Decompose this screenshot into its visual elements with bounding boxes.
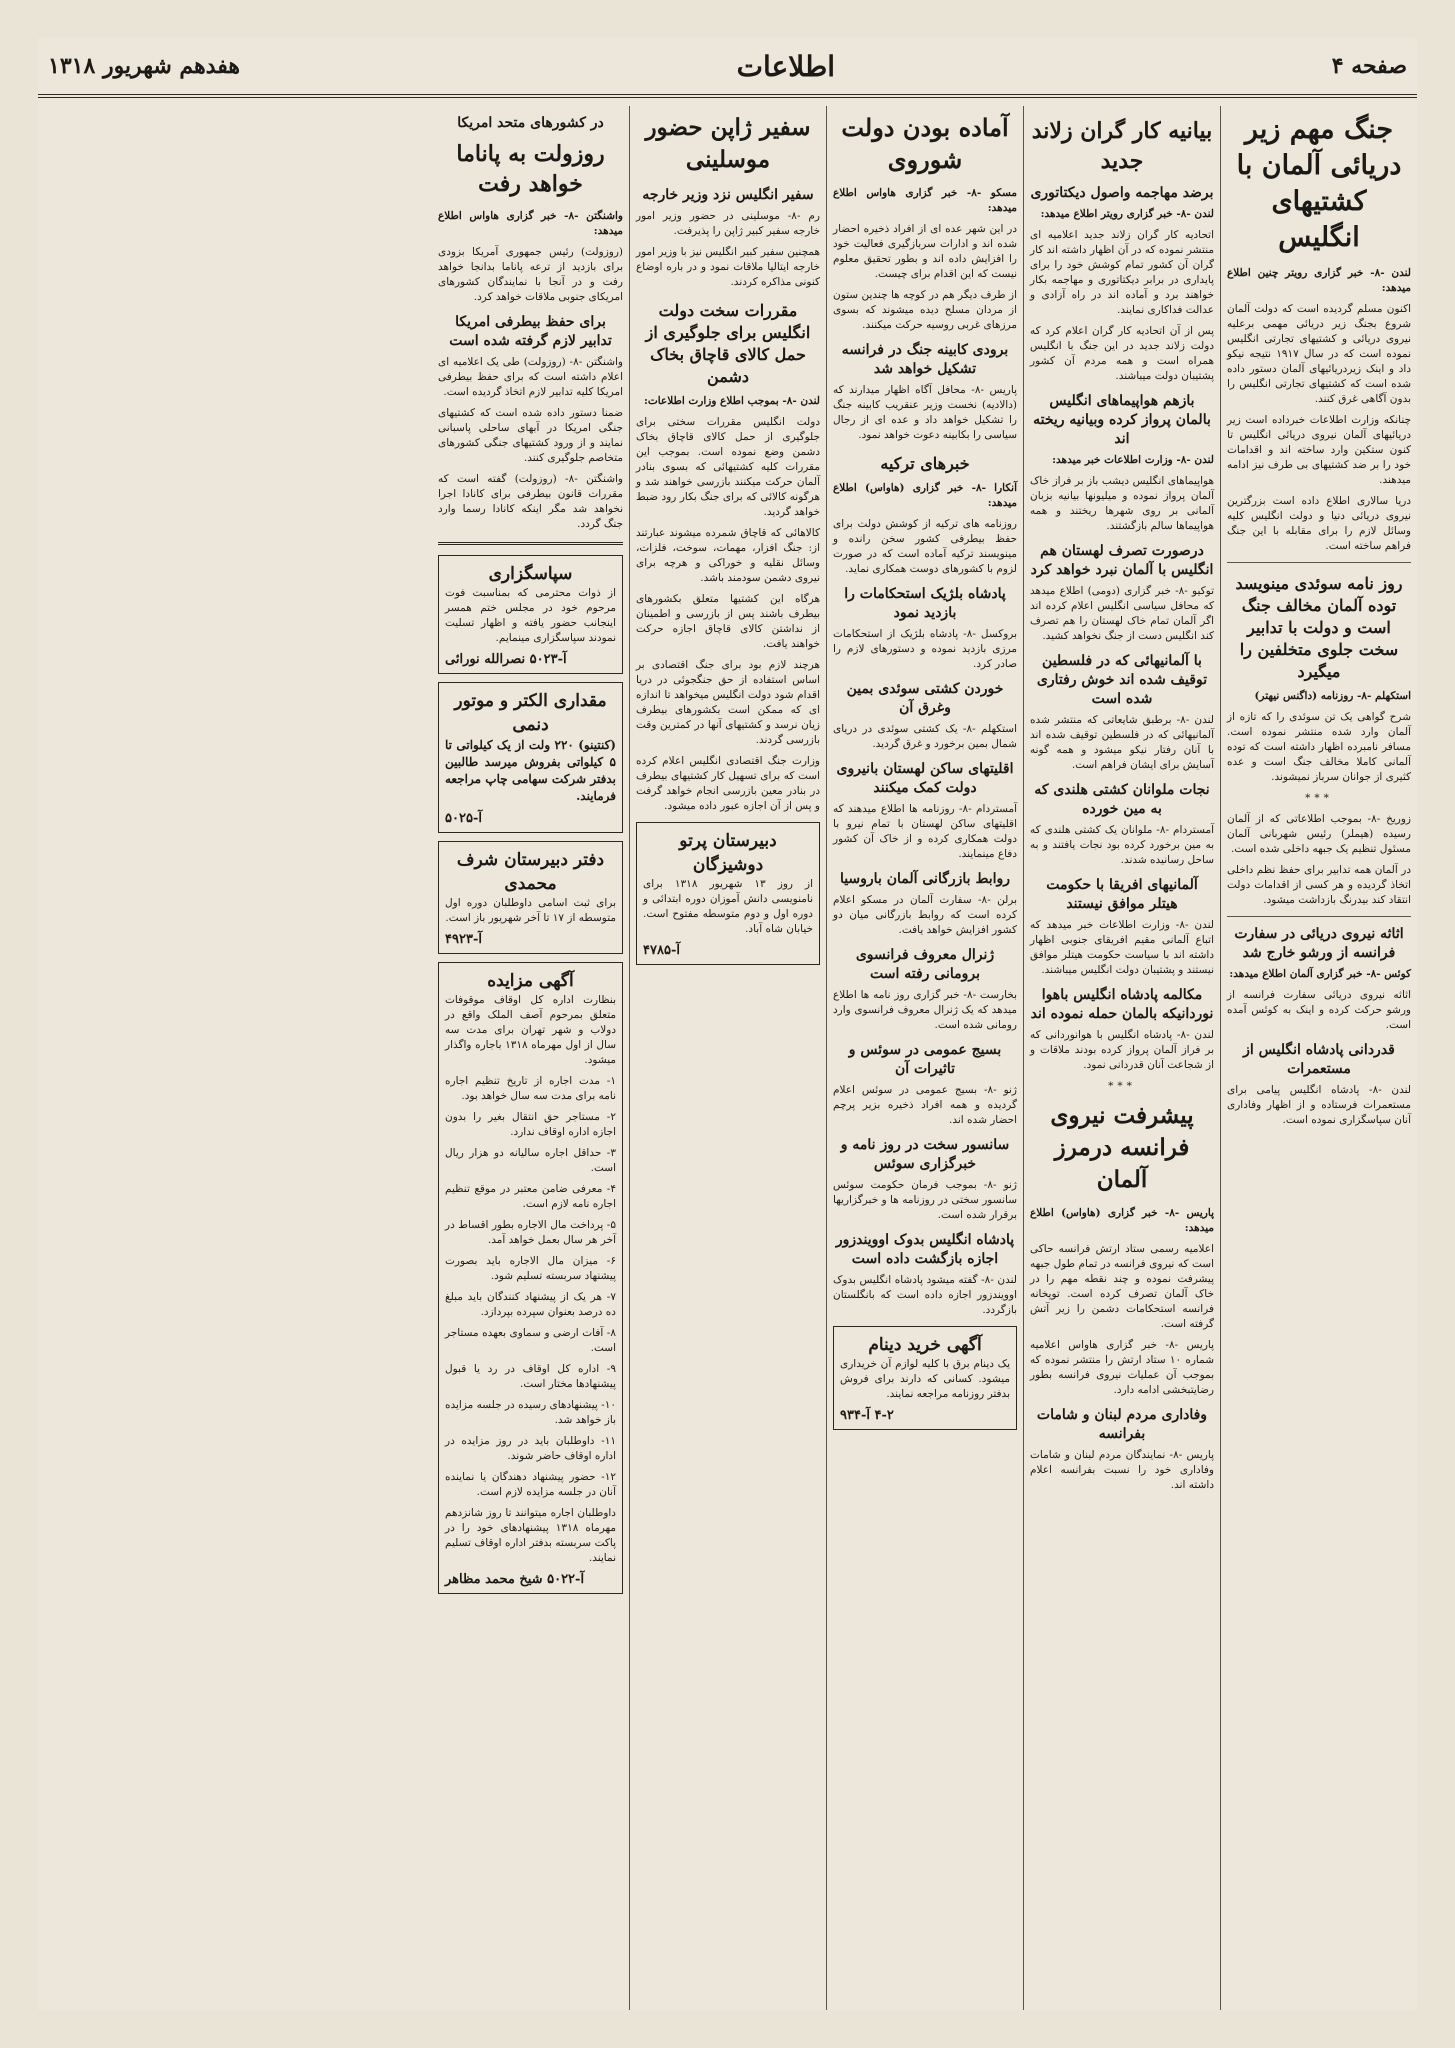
headline-lebanon: وفاداری مردم لبنان و شامات بفرانسه	[1036, 1407, 1208, 1442]
article-text: آمستردام -۸- روزنامه ها اطلاع میدهند که اقلیتهای ساکن لهستان با تمام نیرو با دولت همکاری کرده و از خاک آن کشور دفاع مینمایند.	[833, 803, 1018, 860]
dateline: پاریس -۸- خبر گزاری (هاواس) اطلاع میدهد:	[1030, 1207, 1214, 1234]
headline-poland: درصورت تصرف لهستان هم انگلیس با آلمان نبرد خواهد کرد	[1030, 543, 1214, 578]
article-text: توکیو -۸- خبر گزاری (دومی) اطلاع میدهد که محافل سیاسی انگلیس اعلام کرده اند اگر آلمان تمام خاک لهستان را هم تصرف کند انگلیس دست از جنگ نخواهد کشید.	[1030, 585, 1214, 642]
headline-swiss-mobilization: بسیج عمومی در سوئس و تاثیرات آن	[848, 1042, 1002, 1077]
article-text: وزارت جنگ اقتصادی انگلیس اعلام کرده است که برای تسهیل کار کشتیهای بیطرف در بنادر معین بازرسی انجام خواهد گرفت و پس از آن اجازه عبور داده میشود.	[636, 755, 820, 812]
column-1	[1220, 106, 1417, 2010]
dateline: واشنگتن -۸- خبر گزاری هاواس اطلاع میدهد:	[438, 210, 623, 237]
headline-contraband-rules: مقررات سخت دولت انگلیس برای جلوگیری از حمل کالای قاچاق بخاک دشمن	[645, 301, 811, 386]
ad-title: دفتر دبیرستان شرف محمدی	[456, 850, 605, 894]
subheadline: سفیر انگلیس نزد وزیر خارجه	[642, 187, 814, 203]
article-text: پس از آن اتحادیه کار گران اعلام کرد که دولت زلاند جدید در این جنگ با انگلیس همراه است و همه مردم آن کشور پشتیبان دولت میباشند.	[1030, 325, 1214, 382]
article-text: اثاثه نیروی دریائی سفارت فرانسه از ورشو حرکت کرده و اینک به کوئس آمده است.	[1227, 989, 1411, 1031]
ad-text: داوطلبان اجاره میتوانند تا روز شانزدهم مهرماه ۱۳۱۸ پیشنهادهای خود را در پاکت سربسته بدفتر اداره اوقاف تسلیم نمایند.	[445, 1507, 616, 1564]
article-text: (روزولت) رئیس جمهوری آمریکا بزودی برای بازدید از ترعه پاناما بدانجا خواهد رفت و در آنجا با نمایندگان کشورهای امریکای جنوبی ملاقات خواهد کرد.	[438, 246, 623, 303]
article-text: هرگاه این کشتیها متعلق بکشورهای بیطرف باشند پس از بازرسی و اطمینان از نداشتن کالای قاچاق اجازه حرکت خواهند یافت.	[636, 593, 820, 650]
article-text: ژنو -۸- بسیج عمومی در سوئس اعلام گردیده و همه افراد ذخیره بزیر پرچم احضار شده اند.	[833, 1084, 1017, 1126]
article-text: پاریس -۸- خبر گزاری هاواس اعلامیه شماره ۱۰ ستاد ارتش را منتشر نموده که بموجب آن عملیات نیروی فرانسه بطور رضایتبخشی ادامه دارد.	[1030, 1339, 1215, 1396]
headline-poland-minorities: اقلیتهای ساکن لهستان بانیروی دولت کمک میکنند	[836, 761, 1014, 796]
headline-new-zealand: بیانیه کار گران زلاند جدید	[1031, 118, 1213, 174]
headline-french-general: ژنرال معروف فرانسوی برومانی رفته است	[855, 947, 995, 982]
auction-term: ۷- هر یک از پیشنهاد کنندگان باید مبلغ ده درصد بعنوان سپرده بپردازد.	[445, 1291, 616, 1318]
ad-text: از روز ۱۳ شهریور ۱۳۱۸ برای نامنویسی دانش آموزان دوره ابتدائی و دوره اول و دوم متوسطه مفتوح است. خیابان شاه آباد.	[643, 878, 813, 935]
dateline: لندن -۸- خبر گزاری رویتر چنین اطلاع میدهد:	[1227, 267, 1411, 294]
ad-title: آگهی مزایده	[487, 971, 574, 991]
auction-term: ۱۰- پیشنهادهای رسیده در جلسه مزایده باز خواهد شد.	[445, 1399, 616, 1426]
section-label: در کشورهای متحد امریکا	[457, 115, 604, 131]
separator-stars: ***	[1108, 1080, 1136, 1092]
ad-code: آ-۵۰۲۵	[445, 811, 482, 826]
subheadline: برضد مهاجمه واصول دیکتاتوری	[1030, 185, 1214, 201]
headline-us-neutrality: برای حفظ بیطرفی امریکا تدابیر لازم گرفته شده است	[449, 314, 612, 349]
auction-term: ۹- اداره کل اوقاف در رد یا قبول پیشنهادها مختار است.	[445, 1363, 616, 1390]
separator-stars: ***	[1305, 792, 1333, 804]
article-text: آمستردام -۸- ملوانان یک کشتی هلندی که به مین برخورد کرده بود نجات یافتند و به ساحل رسانیده شدند.	[1030, 824, 1214, 866]
article-text: ضمنا دستور داده شده است که کشتیهای جنگی امریکا در آبهای ساحلی پاسبانی نمایند و از ورود کشتیهای جنگی کشورهای متخاصم جلوگیری کنند.	[438, 407, 623, 464]
article-text: رم -۸- موسلینی در حضور وزیر امور خارجه سفیر کبیر ژاپن را پذیرفت.	[636, 210, 820, 237]
auction-term: ۱۲- حضور پیشنهاد دهندگان یا نماینده آنان در جلسه مزایده لازم است.	[445, 1471, 616, 1498]
columns	[38, 106, 1417, 2010]
article-text: لندن -۸- پادشاه انگلیس پیامی برای مستعمرات فرستاده و از اظهار وفاداری آنان سپاسگزاری نموده است.	[1227, 1084, 1411, 1126]
ad-title: سپاسگزاری	[488, 564, 573, 584]
headline-roosevelt-panama: روزولت به پاناما خواهد رفت	[456, 141, 605, 197]
headline-swedish-ship: خوردن کشتی سوئدی بمین وغرق آن	[846, 681, 1004, 716]
article-text: در این شهر عده ای از افراد ذخیره احضار شده اند و ادارات سربازگیری فعالیت خود را افزایش داده اند و بطور تحقیق معلوم نیست که این اقدام برای چیست.	[833, 223, 1017, 280]
article-text: بروکسل -۸- پادشاه بلژیک از استحکامات مرزی بازدید نموده و دستورهای لازم را صادر کرد.	[833, 628, 1017, 670]
auction-term: ۴- معرفی ضامن معتبر در موقع تنظیم اجاره نامه لازم است.	[445, 1183, 616, 1210]
divider	[438, 542, 623, 545]
headline-belgium-king: پادشاه بلژیک استحکامات را بازدید نمود	[844, 586, 1006, 621]
headline-soviet-ready: آماده بودن دولت شوروی	[841, 113, 1009, 174]
column-4	[629, 106, 826, 2010]
headline-duke-windsor: پادشاه انگلیس بدوک اوویندزور اجازه بازگشت داده است	[835, 1232, 1015, 1267]
paper-name: اطلاعات	[736, 49, 836, 83]
article-text: زوریخ -۸- بموجب اطلاعاتی که از آلمان رسیده (هیملر) رئیس شهربانی آلمان مسئول تنظیم یک جبهه داخلی شده است.	[1227, 813, 1411, 855]
ad-code: ۴-۲ آ-۹۳۴	[840, 1408, 894, 1423]
headline-french-advance: پیشرفت نیروی فرانسه درمرز آلمان	[1050, 1102, 1194, 1193]
article-text: اتحادیه کار گران زلاند جدید اعلامیه ای منتشر نموده که در آن اظهار داشته اند کار گران آن کشور تمام کوشش خود را برای پایداری در برابر دیکتاتوری و مهاجمه بکار خواهند برد و آماده اند در راه آزادی و عدالت فداکاری نمایند.	[1030, 229, 1214, 316]
article-text: اعلامیه رسمی ستاد ارتش فرانسه حاکی است که نیروی فرانسه در تمام طول جبهه پیشرفت نموده و چند نقطه مهم را در خاک آلمان تصرف کرده است. توپخانه فرانسه استحکامات دشمن را زیر آتش گرفته است.	[1030, 1243, 1214, 1330]
auction-terms-list	[445, 1074, 616, 1500]
headline-turkey-news: خبرهای ترکیه	[880, 454, 970, 473]
article-text: شرح گواهی یک تن سوئدی را که تازه از آلمان وارد شده منتشر نموده است. مسافر نامبرده اظهار داشته است که توده آلمانی کاملا مخالف جنگ است و عده کثیری از جوانان سرباز نمیشوند.	[1227, 711, 1411, 783]
auction-term: ۸- آفات ارضی و سماوی بعهده مستاجر است.	[445, 1327, 616, 1354]
headline-war-cabinet: برودی کابینه جنگ در فرانسه تشکیل خواهد شد	[841, 342, 1009, 377]
ad-title: دبیرستان پرتو دوشیزگان	[679, 831, 777, 875]
auction-term: ۱- مدت اجاره از تاریخ تنظیم اجاره نامه برای مدت سه سال خواهد بود.	[445, 1075, 616, 1102]
headline-french-embassy: اثاثه نیروی دریائی در سفارت فرانسه از ورشو خارج شد	[1234, 926, 1404, 961]
article-text: کالاهائی که قاچاق شمرده میشوند عبارتند از: جنگ افزار، مهمات، سوخت، فلزات، وسائل نقلیه و خوراکی و هرچه برای نیروی دشمن سودمند باشد.	[636, 527, 820, 584]
dateline: مسکو -۸- خبر گزاری هاواس اطلاع میدهد:	[833, 187, 1018, 214]
article-text: لندن -۸- گفته میشود پادشاه انگلیس بدوک اوویندزور اجازه داده است که بانگلستان بازگردد.	[833, 1274, 1017, 1316]
headline-king-airmen: مکالمه پادشاه انگلیس باهوا نوردانیکه بالمان حمله نموده اند	[1030, 987, 1214, 1022]
dateline: لندن -۸- خبر گزاری رویتر اطلاع میدهد:	[1040, 208, 1214, 220]
newspaper-page	[38, 38, 1417, 2010]
ad-signature: آ-۵۰۲۳ نصرالله نورائی	[445, 652, 567, 667]
headline-dutch-ship: نجات ملوانان کشتی هلندی که به مین خورده	[1034, 782, 1210, 817]
article-text: استکهلم -۸- یک کشتی سوئدی در دریای شمال بمین برخورد و غرق گردید.	[833, 723, 1017, 750]
masthead	[38, 38, 1417, 98]
headline-submarine-war: جنگ مهم زیر دریائی آلمان با کشتیهای انگلیس	[1236, 114, 1402, 253]
article-text: در آلمان همه تدابیر برای حفظ نظم داخلی اتخاذ گردیده و هر کسی از اقدامات دولت انتقاد کند بیدرنگ بازداشت میشود.	[1227, 864, 1411, 906]
dateline: آنکارا -۸- خبر گزاری (هاواس) اطلاع میدهد:	[833, 482, 1017, 509]
ad-text: از ذوات محترمی که بمناسبت فوت مرحوم خود در مجلس ختم همسر اینجانب حضور یافته و اظهار تسلیت نمودند سپاسگزاری مینمایم.	[445, 587, 616, 644]
ad-text: یک دینام برق با کلیه لوازم آن خریداری میشود. کسانی که دارند برای فروش بدفتر روزنامه مراجعه نمایند.	[840, 1358, 1010, 1400]
article-text: پاریس -۸- نمایندگان مردم لبنان و شامات وفاداری خود را نسبت بفرانسه اعلام داشته اند.	[1030, 1449, 1214, 1491]
ad-thanks	[438, 555, 623, 674]
article-text: لندن -۸- وزارت اطلاعات خبر میدهد که اتباع آلمانی مقیم افریقای جنوبی اظهار داشته اند با سیاست حکومت هیتلر موافق نیستند و پشتیبان دولت انگلیس میباشند.	[1030, 919, 1214, 976]
ad-title: مقداری الکتر و موتور دنمی	[454, 691, 607, 735]
article-text: پاریس -۸- محافل آگاه اظهار میدارند که (دالادیه) نخست وزیر عنقریب کابینه جنگ را تشکیل خواهد داد و عده ای از رجال سیاسی را بکابینه دعوت خواهد نمود.	[833, 384, 1017, 441]
article-text: دولت انگلیس مقررات سختی برای جلوگیری از حمل کالای قاچاق بخاک دشمن وضع نموده است. بموجب این مقررات کلیه کشتیهائی که بسوی بنادر آلمان حرکت میکنند بازرسی خواهند شد و هرگونه کالائی که برای جنگ بکار رود ضبط خواهد گردید.	[636, 416, 820, 518]
dateline: استکهلم -۸- روزنامه (داگنس نیهتر)	[1254, 690, 1411, 702]
headline-king-gratitude: قدردانی پادشاه انگلیس از مستعمرات	[1243, 1042, 1395, 1077]
article-text: بخارست -۸- خبر گزاری روز نامه ها اطلاع میدهد که یک ژنرال معروف فرانسوی وارد رومانی شده است.	[833, 989, 1018, 1031]
divider	[1227, 916, 1411, 917]
headline-japan-ambassador: سفیر ژاپن حضور موسلینی	[645, 114, 811, 173]
ad-code: آ-۴۷۸۵	[643, 943, 680, 958]
dateline: کوئس -۸- خبر گزاری آلمان اطلاع میدهد:	[1229, 968, 1411, 980]
ad-auction	[438, 962, 623, 1594]
issue-date: هفدهم شهریور ۱۳۱۸	[48, 53, 240, 79]
article-text: ژنو -۸- بموجب فرمان حکومت سوئس سانسور سختی در روزنامه ها و خبرگزاریها برقرار شده است.	[833, 1179, 1017, 1221]
ad-school-office	[438, 841, 623, 954]
ad-text: (کنتینو) ۲۲۰ ولت از یک کیلواتی تا ۵ کیلواتی بفروش میرسد طالبین بدفتر شرکت سهامی چاپ مراجعه فرمایند.	[445, 738, 616, 803]
ad-title: آگهی خرید دینام	[868, 1335, 982, 1355]
column-3	[826, 106, 1023, 2010]
article-text: هرچند لازم بود برای جنگ اقتصادی بر اساس استفاده از حق جنگجوئی در دریا اقدام شود دولت انگلیس میخواهد تا اندازه ای که ممکن است بکشورهای بیطرف زیان نرسد و کشتیهای آنها در کمترین وقت بازرسی گردند.	[636, 659, 820, 746]
headline-palestine: با آلمانیهائی که در فلسطین توقیف شده اند خوش رفتاری شده است	[1036, 653, 1208, 707]
headline-raf-leaflets: بازهم هواپیماهای انگلیس بالمان پرواز کرده وبیانیه ریخته اند	[1033, 393, 1211, 447]
article-text: برلن -۸- سفارت آلمان در مسکو اعلام کرده است که روابط بازرگانی میان دو کشور افزایش خواهد یافت.	[833, 894, 1017, 936]
auction-term: ۶- میزان مال الاجاره باید بصورت پیشنهاد سربسته تسلیم شود.	[445, 1255, 616, 1282]
headline-africa-germans: آلمانیهای افریقا با حکومت هیتلر موافق نیستند	[1046, 877, 1198, 912]
article-text: دریا سالاری اطلاع داده است بزرگترین نیروی دریائی دنیا و دولت انگلیس کلیه وسائل لازم را برای مقابله با این جنگ فراهم ساخته است.	[1227, 495, 1411, 552]
auction-term: ۱۱- داوطلبان باید در روز مزایده در اداره اوقاف حاضر شوند.	[445, 1435, 616, 1462]
article-text: واشنگتن -۸- (روزولت) گفته است که مقررات قانون بیطرفی برای کانادا اجرا نخواهد شد مگر اینکه کانادا رسما وارد جنگ گردد.	[438, 473, 623, 530]
article-text: از طرف دیگر هم در کوچه ها چندین ستون از مردان مسلح دیده میشوند که بسوی مرزهای غربی روسیه حرکت میکنند.	[833, 289, 1017, 331]
ad-signature: آ-۵۰۲۲ شیخ محمد مظاهر	[445, 1572, 585, 1587]
dateline: لندن -۸- بموجب اطلاع وزارت اطلاعات:	[643, 395, 820, 407]
ad-code: آ-۴۹۲۳	[445, 932, 482, 947]
article-text: واشنگتن -۸- (روزولت) طی یک اعلامیه ای اعلام داشته است که برای حفظ بیطرفی امریکا کلیه تدابیر لازم اتخاذ گردیده است.	[438, 356, 624, 398]
ad-text: برای ثبت اسامی داوطلبان دوره اول متوسطه از ۱۷ تا آخر شهریور باز است.	[445, 897, 616, 924]
article-text: روزنامه های ترکیه از کوشش دولت برای حفظ بیطرفی کشور سخن رانده و مینویسند ترکیه آماده است که در صورت لزوم با کشورهای دوست همکاری نماید.	[833, 518, 1017, 575]
ad-text: بنظارت اداره کل اوقاف موقوفات متعلق بمرحوم آصف الملک واقع در دولاب و شهر تهران برای مدت سه سال از اول مهرماه ۱۳۱۸ باجاره واگذار میشود.	[445, 994, 616, 1066]
auction-term: ۳- حداقل اجاره سالیانه دو هزار ریال است.	[445, 1147, 616, 1174]
column-2	[1023, 106, 1220, 2010]
divider	[1227, 562, 1411, 563]
headline-german-russian-trade: روابط بازرگانی آلمان باروسیا	[839, 871, 1011, 887]
dateline: لندن -۸- وزارت اطلاعات خبر میدهد:	[1052, 454, 1214, 466]
article-text: اکنون مسلم گردیده است که دولت آلمان شروع بجنگ زیر دریائی مهمی برعلیه نیروی دریائی و کشتیهای تجارتی انگلیس نموده است که در سال ۱۹۱۷ نتیجه نیکو داد و اینک زیردریائیهای آلمان دستور داده شده است که کشتیهای تجارتی انگلیس را بدون آگاهی غرق کنند.	[1227, 303, 1411, 405]
auction-term: ۲- مستاجر حق انتقال بغیر را بدون اجازه اداره اوقاف ندارد.	[445, 1111, 616, 1138]
column-5	[432, 106, 629, 2010]
article-text: لندن -۸- برطبق شایعاتی که منتشر شده آلمانیهائی که در فلسطین توقیف شده اند با آنان رفتار نیکو میشود و همه گونه آسایش برای ایشان فراهم است.	[1030, 714, 1214, 771]
article-text: چنانکه وزارت اطلاعات خبرداده است زیر دریائیهای آلمان نیروی دریائی انگلیس تا کنون ستکین وارد ساخته اند و اقدامات خود را بر ضد کشتیهای بی طرف نیز ادامه میدهند.	[1227, 414, 1411, 486]
auction-term: ۵- پرداخت مال الاجاره بطور اقساط در آخر هر سال بعمل خواهد آمد.	[445, 1219, 616, 1246]
page-number: صفحه ۴	[1331, 53, 1407, 79]
headline-swiss-censorship: سانسور سخت در روز نامه و خبرگزاری سوئس	[840, 1137, 1010, 1172]
article-text: هواپیماهای انگلیس دیشب باز بر فراز خاک آلمان پرواز نموده و میلیونها بیانیه بزبان آلمانی بر روی شهرها ریختند و همه هواپیماها سالم بازگشتند.	[1030, 475, 1214, 532]
ad-dynamo	[833, 1326, 1017, 1430]
headline-swedish-paper: روز نامه سوئدی مینویسد توده آلمان مخالف جنگ است و دولت با تدابیر سخت جلوی متخلفین را میگیرد	[1235, 574, 1403, 681]
article-text: لندن -۸- پادشاه انگلیس با هوانوردانی که بر فراز آلمان پرواز کرده بودند ملاقات و از شجاعت آنان قدردانی نمود.	[1030, 1029, 1214, 1071]
ad-electric-motor	[438, 682, 623, 833]
ad-girls-school	[636, 822, 820, 965]
article-text: همچنین سفیر کبیر انگلیس نیز با وزیر امور خارجه ایتالیا ملاقات نمود و در باره اوضاع کنونی مذاکره کردند.	[636, 246, 820, 288]
